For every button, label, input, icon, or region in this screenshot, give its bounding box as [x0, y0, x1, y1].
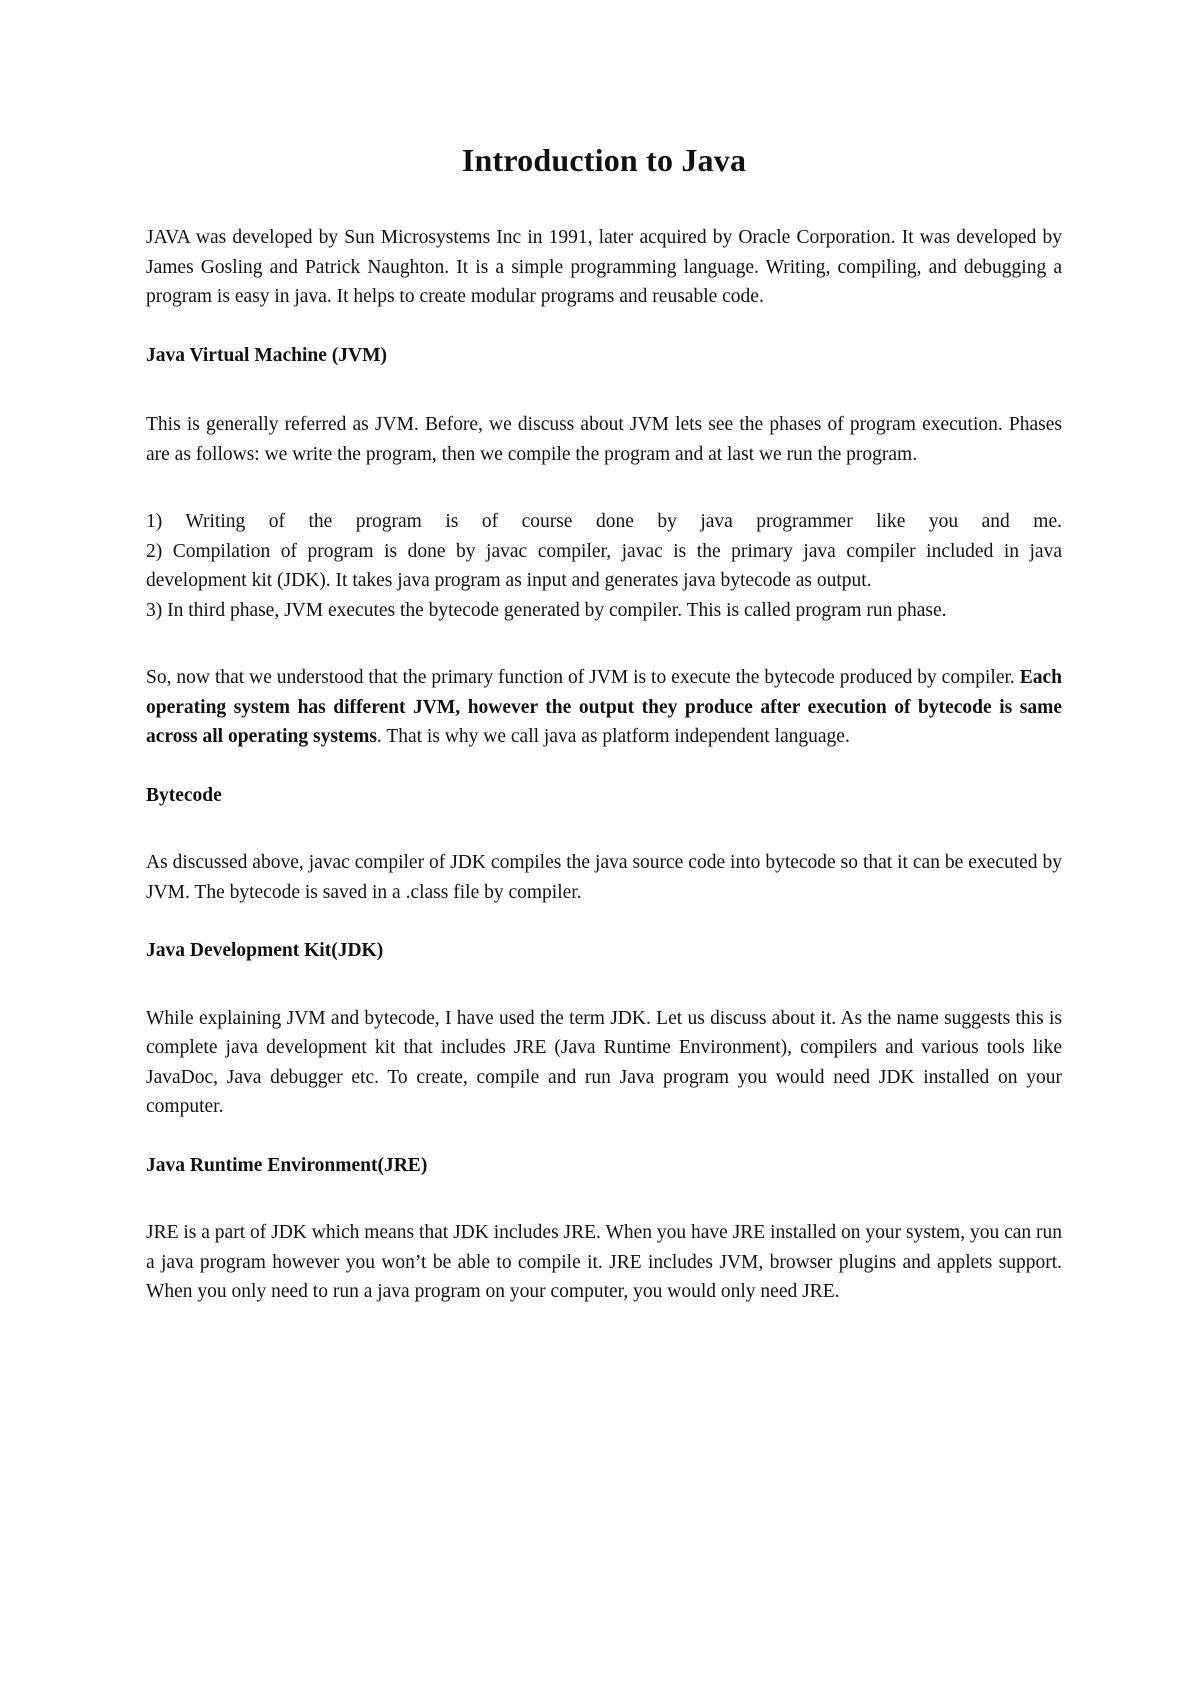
bytecode-paragraph: As discussed above, javac compiler of JDK compiles the java source code into bytecode so that it can be executed by JVM. The bytecode is saved in a .class file by compiler. — [146, 852, 1062, 903]
section-heading-jvm: Java Virtual Machine (JVM) — [146, 344, 388, 366]
jvm-step-1: 1) Writing of the program is of course done by java programmer like you and me. — [146, 511, 1062, 532]
jvm-platform-text-start: So, now that we understood that the primary function of JVM is to execute the bytecode produced by compiler. — [146, 667, 1020, 688]
jvm-step-2: 2) Compilation of program is done by javac compiler, javac is the primary java compiler included in java development kit (JDK). It takes java program as input and generates java bytecode as output. — [146, 540, 1062, 591]
jvm-steps-list — [146, 507, 1062, 625]
jvm-platform-text-end: . That is why we call java as platform independent language. — [376, 726, 850, 747]
section-heading-bytecode: Bytecode — [146, 784, 222, 806]
document-page — [146, 140, 1062, 1307]
section-heading-jre: Java Runtime Environment(JRE) — [146, 1154, 428, 1176]
jdk-paragraph: While explaining JVM and bytecode, I have used the term JDK. Let us discuss about it. As the name suggests this is complete java development kit that includes JRE (Java Runtime Environment), compilers and various tools like JavaDoc, Java debugger etc. To create, compile and run Java program you would need JDK installed on your computer. — [146, 1007, 1062, 1117]
jvm-platform-bold-statement: Each operating system has different JVM, however the output they produce after execution of bytecode is same across all operating systems — [146, 667, 1062, 747]
jre-paragraph: JRE is a part of JDK which means that JDK includes JRE. When you have JRE installed on your system, you can run a java program however you won’t be able to compile it. JRE includes JVM, browser plugins and applets support. When you only need to run a java program on your computer, you would only need JRE. — [146, 1222, 1062, 1302]
page-title: Introduction to Java — [461, 142, 747, 178]
section-heading-jdk: Java Development Kit(JDK) — [146, 940, 384, 961]
jvm-paragraph-phases: This is generally referred as JVM. Before, we discuss about JVM lets see the phases of program execution. Phases are as follows: we write the program, then we compile the program and at last we run the program. — [146, 414, 1062, 465]
jvm-step-3: 3) In third phase, JVM executes the bytecode generated by compiler. This is called program run phase. — [146, 599, 947, 621]
jvm-paragraph-platform — [146, 663, 1062, 752]
intro-paragraph: JAVA was developed by Sun Microsystems Inc in 1991, later acquired by Oracle Corporation. It was developed by James Gosling and Patrick Naughton. It is a simple programming language. Writing, compiling, and debugging a program is easy in java. It helps to create modular programs and reusable code. — [146, 227, 1062, 307]
